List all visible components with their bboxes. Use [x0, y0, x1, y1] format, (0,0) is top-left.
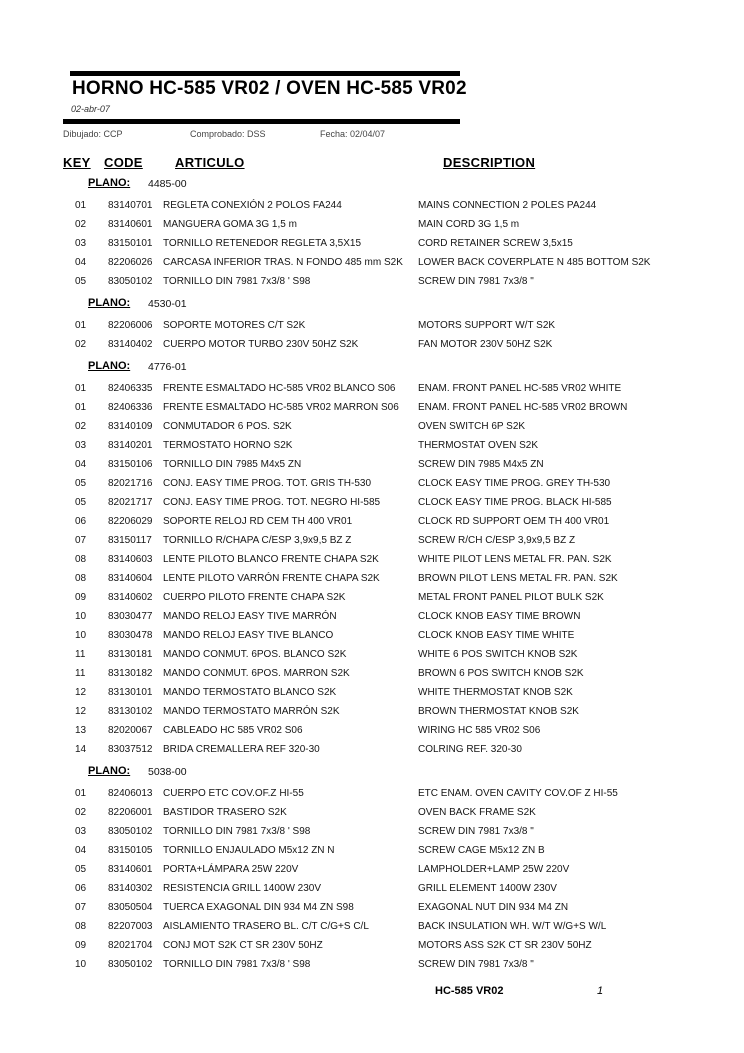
part-code: 83150105 — [108, 845, 153, 856]
part-key: 12 — [75, 687, 87, 698]
part-articulo: CONJ. EASY TIME PROG. TOT. GRIS TH-530 — [163, 478, 372, 489]
part-key: 04 — [75, 257, 87, 268]
part-key: 08 — [75, 573, 87, 584]
part-articulo: MANDO TERMOSTATO BLANCO S2K — [163, 687, 337, 698]
plano-code: 4776-01 — [148, 361, 187, 373]
part-description: SCREW DIN 7985 M4x5 ZN — [418, 459, 544, 470]
part-description: FAN MOTOR 230V 50HZ S2K — [418, 339, 553, 350]
part-row — [0, 741, 744, 760]
part-description: CLOCK RD SUPPORT OEM TH 400 VR01 — [418, 516, 610, 527]
part-description: CLOCK KNOB EASY TIME WHITE — [418, 630, 575, 641]
part-articulo: TORNILLO DIN 7981 7x3/8 ' S98 — [163, 276, 311, 287]
part-row — [0, 823, 744, 842]
part-code: 82021717 — [108, 497, 153, 508]
part-articulo: SOPORTE RELOJ RD CEM TH 400 VR01 — [163, 516, 353, 527]
part-description: OVEN BACK FRAME S2K — [418, 807, 536, 818]
plano-label: PLANO: — [88, 297, 131, 309]
part-description: BROWN PILOT LENS METAL FR. PAN. S2K — [418, 573, 618, 584]
part-description: WHITE PILOT LENS METAL FR. PAN. S2K — [418, 554, 612, 565]
part-row — [0, 589, 744, 608]
part-key: 03 — [75, 826, 87, 837]
part-code: 82020067 — [108, 725, 153, 736]
part-row — [0, 703, 744, 722]
part-code: 83150117 — [108, 535, 152, 546]
checked-by-field: Comprobado: DSS — [190, 129, 266, 139]
part-articulo: CONJ. EASY TIME PROG. TOT. NEGRO HI-585 — [163, 497, 381, 508]
column-header-description: DESCRIPTION — [443, 155, 536, 170]
part-description: LOWER BACK COVERPLATE N 485 BOTTOM S2K — [418, 257, 651, 268]
part-code: 83050504 — [108, 902, 153, 913]
part-row — [0, 804, 744, 823]
part-row — [0, 418, 744, 437]
part-row — [0, 627, 744, 646]
part-articulo: CONJ MOT S2K CT SR 230V 50HZ — [163, 940, 323, 951]
part-row — [0, 842, 744, 861]
part-code: 82021716 — [108, 478, 153, 489]
part-articulo: FRENTE ESMALTADO HC-585 VR02 BLANCO S06 — [163, 383, 396, 394]
footer-model-label: HC-585 VR02 — [435, 985, 504, 997]
part-code: 82206029 — [108, 516, 153, 527]
part-articulo: CUERPO PILOTO FRENTE CHAPA S2K — [163, 592, 346, 603]
part-code: 82021704 — [108, 940, 153, 951]
part-code: 83030477 — [108, 611, 153, 622]
part-row — [0, 551, 744, 570]
part-code: 83030478 — [108, 630, 153, 641]
part-description: MAINS CONNECTION 2 POLES PA244 — [418, 200, 597, 211]
part-articulo: REGLETA CONEXIÓN 2 POLOS FA244 — [163, 200, 342, 211]
part-key: 13 — [75, 725, 87, 736]
part-articulo: LENTE PILOTO BLANCO FRENTE CHAPA S2K — [163, 554, 379, 565]
part-articulo: MANDO TERMOSTATO MARRÓN S2K — [163, 706, 340, 717]
part-code: 82206006 — [108, 320, 153, 331]
part-row — [0, 785, 744, 804]
part-articulo: MANDO CONMUT. 6POS. BLANCO S2K — [163, 649, 347, 660]
part-key: 08 — [75, 921, 87, 932]
part-row — [0, 684, 744, 703]
document-date: 02-abr-07 — [71, 104, 110, 114]
part-articulo: LENTE PILOTO VARRÓN FRENTE CHAPA S2K — [163, 573, 380, 584]
part-key: 01 — [75, 788, 87, 799]
part-code: 82206026 — [108, 257, 153, 268]
part-key: 05 — [75, 864, 87, 875]
part-description: CLOCK EASY TIME PROG. BLACK HI-585 — [418, 497, 612, 508]
part-code: 83140601 — [108, 864, 153, 875]
part-code: 82206001 — [108, 807, 153, 818]
part-row — [0, 899, 744, 918]
part-code: 83140603 — [108, 554, 153, 565]
part-articulo: MANDO RELOJ EASY TIVE BLANCO — [163, 630, 334, 641]
part-key: 10 — [75, 611, 87, 622]
part-code: 82406013 — [108, 788, 153, 799]
part-description: CLOCK EASY TIME PROG. GREY TH-530 — [418, 478, 611, 489]
column-header-code: CODE — [104, 155, 143, 170]
part-code: 83130181 — [108, 649, 153, 660]
part-key: 05 — [75, 478, 87, 489]
part-description: ETC ENAM. OVEN CAVITY COV.OF Z HI-55 — [418, 788, 618, 799]
part-description: OVEN SWITCH 6P S2K — [418, 421, 526, 432]
part-description: SCREW DIN 7981 7x3/8 " — [418, 276, 534, 287]
part-articulo: TORNILLO DIN 7985 M4x5 ZN — [163, 459, 302, 470]
part-description: WHITE THERMOSTAT KNOB S2K — [418, 687, 573, 698]
part-row — [0, 475, 744, 494]
part-articulo: TUERCA EXAGONAL DIN 934 M4 ZN S98 — [163, 902, 354, 913]
part-key: 05 — [75, 497, 87, 508]
part-description: METAL FRONT PANEL PILOT BULK S2K — [418, 592, 604, 603]
plano-label: PLANO: — [88, 360, 131, 372]
part-key: 02 — [75, 807, 87, 818]
part-description: ENAM. FRONT PANEL HC-585 VR02 WHITE — [418, 383, 622, 394]
part-code: 83050102 — [108, 276, 153, 287]
part-articulo: MANDO CONMUT. 6POS. MARRON S2K — [163, 668, 350, 679]
part-row — [0, 494, 744, 513]
part-articulo: FRENTE ESMALTADO HC-585 VR02 MARRON S06 — [163, 402, 399, 413]
part-code: 83150106 — [108, 459, 153, 470]
part-row — [0, 273, 744, 292]
part-description: SCREW DIN 7981 7x3/8 " — [418, 959, 534, 970]
part-code: 82406335 — [108, 383, 153, 394]
header-rule-top — [70, 71, 460, 76]
part-code: 83130102 — [108, 706, 153, 717]
part-articulo: MANDO RELOJ EASY TIVE MARRÓN — [163, 611, 337, 622]
part-articulo: TORNILLO DIN 7981 7x3/8 ' S98 — [163, 826, 311, 837]
part-row — [0, 880, 744, 899]
part-description: MAIN CORD 3G 1,5 m — [418, 219, 520, 230]
plano-code: 5038-00 — [148, 766, 187, 778]
page-title: HORNO HC-585 VR02 / OVEN HC-585 VR02 — [72, 78, 467, 99]
part-row — [0, 254, 744, 273]
part-code: 82207003 — [108, 921, 153, 932]
part-code: 83037512 — [108, 744, 153, 755]
part-key: 06 — [75, 883, 87, 894]
plano-heading — [0, 355, 744, 380]
column-header-key: KEY — [63, 155, 91, 170]
part-row — [0, 722, 744, 741]
plano-heading — [0, 760, 744, 785]
part-articulo: CONMUTADOR 6 POS. S2K — [163, 421, 292, 432]
part-description: GRILL ELEMENT 1400W 230V — [418, 883, 557, 894]
part-articulo: CUERPO MOTOR TURBO 230V 50HZ S2K — [163, 339, 359, 350]
part-key: 07 — [75, 902, 87, 913]
part-row — [0, 399, 744, 418]
part-key: 04 — [75, 459, 87, 470]
part-key: 12 — [75, 706, 87, 717]
part-key: 08 — [75, 554, 87, 565]
part-description: CLOCK KNOB EASY TIME BROWN — [418, 611, 581, 622]
part-description: SCREW R/CH C/ESP 3,9x9,5 BZ Z — [418, 535, 576, 546]
part-row — [0, 956, 744, 975]
part-code: 83150101 — [108, 238, 153, 249]
part-articulo: SOPORTE MOTORES C/T S2K — [163, 320, 306, 331]
part-key: 11 — [75, 649, 86, 660]
part-key: 09 — [75, 592, 87, 603]
date-field: Fecha: 02/04/07 — [320, 129, 386, 139]
plano-heading — [0, 172, 744, 197]
part-code: 83050102 — [108, 959, 153, 970]
part-row — [0, 608, 744, 627]
part-row — [0, 532, 744, 551]
part-key: 10 — [75, 630, 87, 641]
plano-code: 4485-00 — [148, 178, 187, 190]
part-row — [0, 918, 744, 937]
part-key: 02 — [75, 421, 87, 432]
part-code: 83140701 — [108, 200, 153, 211]
parts-list — [0, 172, 744, 975]
footer-page-number: 1 — [597, 985, 604, 997]
header-rule-bottom — [63, 119, 460, 124]
part-code: 83140604 — [108, 573, 153, 584]
part-description: THERMOSTAT OVEN S2K — [418, 440, 539, 451]
part-description: BROWN 6 POS SWITCH KNOB S2K — [418, 668, 584, 679]
part-code: 83140109 — [108, 421, 153, 432]
column-header-articulo: ARTICULO — [175, 155, 245, 170]
part-row — [0, 380, 744, 399]
part-key: 14 — [75, 744, 87, 755]
part-articulo: TORNILLO ENJAULADO M5x12 ZN N — [163, 845, 335, 856]
part-row — [0, 197, 744, 216]
part-code: 83130101 — [108, 687, 153, 698]
part-description: WHITE 6 POS SWITCH KNOB S2K — [418, 649, 578, 660]
part-description: EXAGONAL NUT DIN 934 M4 ZN — [418, 902, 569, 913]
part-description: WIRING HC 585 VR02 S06 — [418, 725, 541, 736]
part-code: 82406336 — [108, 402, 153, 413]
part-code: 83140402 — [108, 339, 153, 350]
part-articulo: PORTA+LÁMPARA 25W 220V — [163, 864, 299, 875]
part-articulo: TORNILLO R/CHAPA C/ESP 3,9x9,5 BZ Z — [163, 535, 352, 546]
part-articulo: RESISTENCIA GRILL 1400W 230V — [163, 883, 322, 894]
part-row — [0, 646, 744, 665]
plano-label: PLANO: — [88, 765, 131, 777]
part-row — [0, 317, 744, 336]
part-description: BROWN THERMOSTAT KNOB S2K — [418, 706, 579, 717]
part-description: SCREW CAGE M5x12 ZN B — [418, 845, 545, 856]
plano-heading — [0, 292, 744, 317]
part-articulo: TERMOSTATO HORNO S2K — [163, 440, 293, 451]
part-key: 09 — [75, 940, 87, 951]
part-articulo: TORNILLO RETENEDOR REGLETA 3,5X15 — [163, 238, 362, 249]
part-description: MOTORS SUPPORT W/T S2K — [418, 320, 556, 331]
part-code: 83140601 — [108, 219, 153, 230]
part-articulo: CABLEADO HC 585 VR02 S06 — [163, 725, 303, 736]
part-key: 02 — [75, 339, 87, 350]
part-code: 83130182 — [108, 668, 153, 679]
part-description: SCREW DIN 7981 7x3/8 " — [418, 826, 534, 837]
part-key: 03 — [75, 440, 87, 451]
part-description: MOTORS ASS S2K CT SR 230V 50HZ — [418, 940, 592, 951]
part-key: 02 — [75, 219, 87, 230]
part-key: 06 — [75, 516, 87, 527]
part-articulo: MANGUERA GOMA 3G 1,5 m — [163, 219, 297, 230]
drawn-by-field: Dibujado: CCP — [63, 129, 123, 139]
part-articulo: TORNILLO DIN 7981 7x3/8 ' S98 — [163, 959, 311, 970]
part-articulo: BASTIDOR TRASERO S2K — [163, 807, 287, 818]
part-code: 83050102 — [108, 826, 153, 837]
part-key: 01 — [75, 200, 87, 211]
part-articulo: BRIDA CREMALLERA REF 320-30 — [163, 744, 320, 755]
part-row — [0, 456, 744, 475]
part-description: LAMPHOLDER+LAMP 25W 220V — [418, 864, 570, 875]
part-row — [0, 336, 744, 355]
part-row — [0, 437, 744, 456]
part-key: 11 — [75, 668, 86, 679]
part-row — [0, 570, 744, 589]
part-articulo: AISLAMIENTO TRASERO BL. C/T C/G+S C/L — [163, 921, 369, 932]
part-key: 07 — [75, 535, 87, 546]
part-row — [0, 235, 744, 254]
part-key: 01 — [75, 383, 87, 394]
part-code: 83140302 — [108, 883, 153, 894]
part-key: 03 — [75, 238, 87, 249]
part-key: 01 — [75, 320, 87, 331]
plano-label: PLANO: — [88, 177, 131, 189]
part-row — [0, 513, 744, 532]
part-description: COLRING REF. 320-30 — [418, 744, 522, 755]
part-key: 04 — [75, 845, 87, 856]
part-row — [0, 216, 744, 235]
part-key: 01 — [75, 402, 87, 413]
part-code: 83140602 — [108, 592, 153, 603]
part-articulo: CUERPO ETC COV.OF.Z HI-55 — [163, 788, 304, 799]
part-key: 10 — [75, 959, 87, 970]
part-row — [0, 861, 744, 880]
part-description: ENAM. FRONT PANEL HC-585 VR02 BROWN — [418, 402, 628, 413]
plano-code: 4530-01 — [148, 298, 187, 310]
part-row — [0, 937, 744, 956]
part-description: CORD RETAINER SCREW 3,5x15 — [418, 238, 573, 249]
part-row — [0, 665, 744, 684]
part-code: 83140201 — [108, 440, 153, 451]
part-articulo: CARCASA INFERIOR TRAS. N FONDO 485 mm S2K — [163, 257, 403, 268]
part-key: 05 — [75, 276, 87, 287]
part-description: BACK INSULATION WH. W/T W/G+S W/L — [418, 921, 607, 932]
